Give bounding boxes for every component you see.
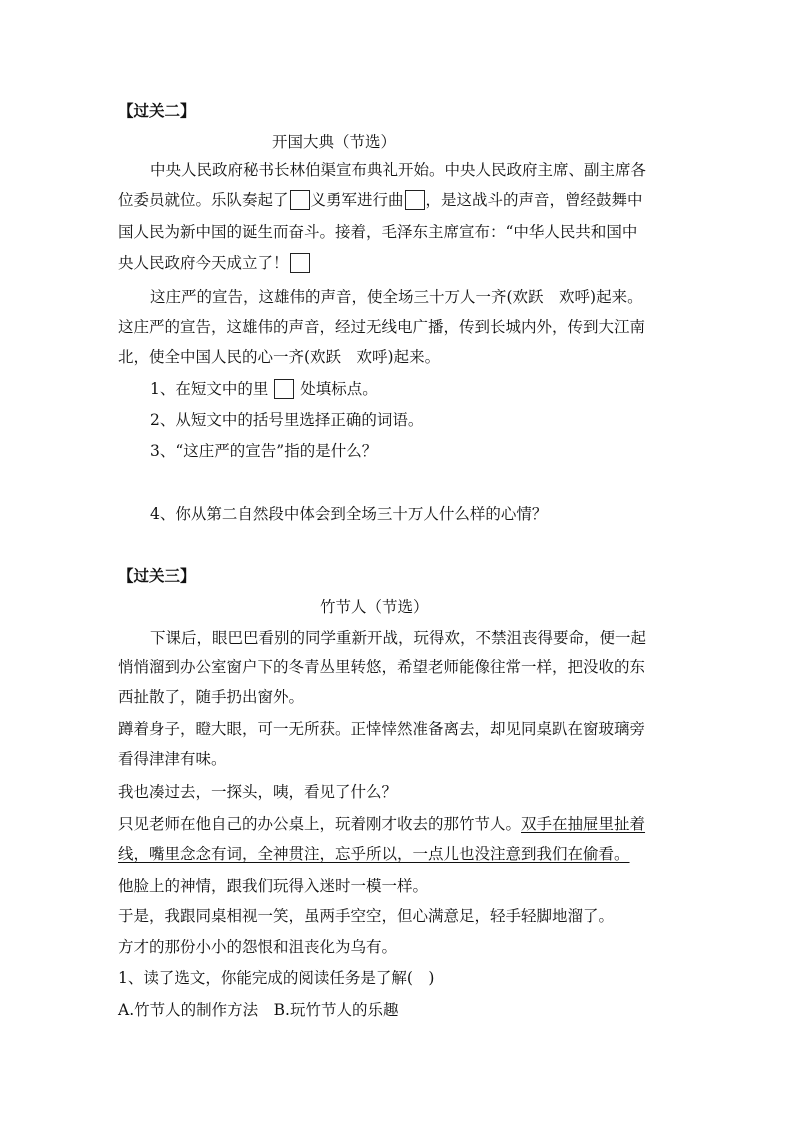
- underlined-text: 双手在抽屉里扯着: [521, 815, 646, 833]
- passage2-text: 义勇军进行曲: [310, 191, 404, 209]
- section2-title: 开国大典（节选）: [272, 133, 397, 151]
- question-text: 处填标点。: [300, 380, 378, 398]
- passage3-p1-line2: 悄悄溜到办公室窗户下的冬青丛里转悠，希望老师能像往常一样，把没收的东: [118, 658, 646, 676]
- blank-box[interactable]: [405, 190, 425, 210]
- question3-1: 1、读了选文，你能完成的阅读任务是了解( ): [118, 969, 435, 987]
- section2-header: 【过关二】: [118, 101, 196, 120]
- question-text: 1、在短文中的里: [150, 380, 269, 398]
- question2-2: 2、从短文中的括号里选择正确的词语。: [150, 411, 424, 429]
- blank-box[interactable]: [290, 253, 310, 273]
- passage2-p2-line3: 北，使全中国人民的心一齐(欢跃 欢呼)起来。: [118, 348, 441, 366]
- passage2-text: 位委员就位。乐队奏起了: [118, 191, 289, 209]
- question2-4: 4、你从第二自然段中体会到全场三十万人什么样的心情？: [150, 505, 548, 523]
- passage2-p1-line4: [118, 252, 311, 274]
- passage3-p2-line1: 蹲着身子，瞪大眼，可一无所获。正悻悻然准备离去，却见同桌趴在窗玻璃旁: [118, 720, 646, 738]
- passage2-p1-line2: [118, 189, 643, 211]
- passage3-text: 只见老师在他自己的办公桌上，玩着刚才收去的那竹节人。: [118, 815, 522, 833]
- question2-1: [150, 378, 378, 400]
- passage2-p2-line1: 这庄严的宣告，这雄伟的声音，使全场三十万人一齐(欢跃 欢呼)起来。: [150, 288, 643, 306]
- passage2-p1-line1: 中央人民政府秘书长林伯渠宣布典礼开始。中央人民政府主席、副主席各: [150, 161, 647, 179]
- question3-1-options: A.竹节人的制作方法 B.玩竹节人的乐趣: [118, 1001, 399, 1019]
- passage3-p5: 他脸上的神情，跟我们玩得入迷时一模一样。: [118, 877, 429, 895]
- passage3-p3: 我也凑过去，一探头，咦，看见了什么？: [118, 783, 398, 801]
- passage2-p1-line3: 国人民为新中国的诞生而奋斗。接着，毛泽东主席宣布：“中华人民共和国中: [118, 223, 638, 241]
- passage3-p4-line2: 线，嘴里念念有词，全神贯注，忘乎所以，一点儿也没注意到我们在偷看。: [118, 845, 630, 863]
- section3-title: 竹节人（节选）: [320, 598, 429, 616]
- passage3-p1-line3: 西扯散了，随手扔出窗外。: [118, 688, 305, 706]
- passage3-p2-line2: 看得津津有味。: [118, 750, 227, 768]
- question2-3: 3、“这庄严的宣告”指的是什么？: [150, 442, 378, 460]
- passage3-p7: 方才的那份小小的怨恨和沮丧化为乌有。: [118, 938, 398, 956]
- blank-box[interactable]: [290, 190, 310, 210]
- passage3-p1-line1: 下课后，眼巴巴看别的同学重新开战，玩得欢，不禁沮丧得要命，便一起: [150, 629, 647, 647]
- section3-header: 【过关三】: [118, 566, 196, 585]
- passage2-text: ，是这战斗的声音，曾经鼓舞中: [425, 191, 643, 209]
- passage3-p4-line1: [118, 813, 645, 835]
- passage2-p2-line2: 这庄严的宣告，这雄伟的声音，经过无线电广播，传到长城内外，传到大江南: [118, 318, 646, 336]
- passage3-p6: 于是，我跟同桌相视一笑，虽两手空空，但心满意足，轻手轻脚地溜了。: [118, 907, 615, 925]
- passage2-text: 央人民政府今天成立了！: [118, 254, 289, 272]
- blank-box[interactable]: [274, 379, 294, 399]
